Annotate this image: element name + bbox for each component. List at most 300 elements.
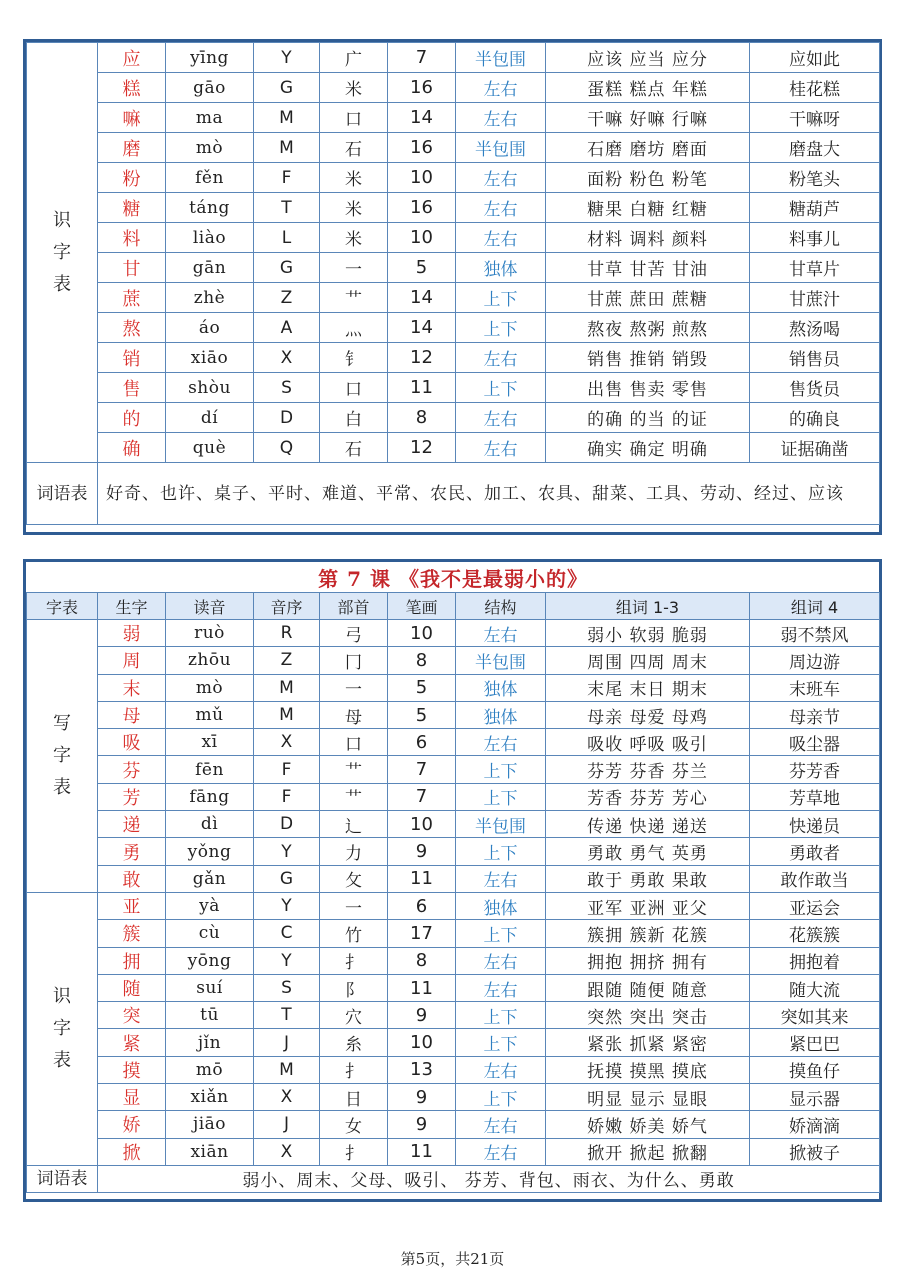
structure-cell: 左右 [456,1138,546,1165]
words-1-3-cell: 抚摸 摸黑 摸底 [546,1056,750,1083]
character-cell: 应 [98,43,166,73]
category-label-text: 写字表 [52,712,71,798]
character-cell: 芳 [98,783,166,810]
character-table-2 [26,562,880,1193]
table-row [27,701,880,728]
radical-cell: 米 [320,223,388,253]
table-row [27,403,880,433]
strokes-cell: 16 [388,73,456,103]
strokes-cell: 7 [388,783,456,810]
words-1-3-cell: 蛋糕 糕点 年糕 [546,73,750,103]
character-cell: 随 [98,974,166,1001]
words-1-3-cell: 确实 确定 明确 [546,433,750,463]
sound-order-cell: Z [254,283,320,313]
character-cell: 确 [98,433,166,463]
pinyin-cell: fěn [166,163,254,193]
words-1-3-cell: 糖果 白糖 红糖 [546,193,750,223]
pinyin-cell: mǔ [166,701,254,728]
character-cell: 敢 [98,865,166,892]
words-1-3-cell: 周围 四周 周末 [546,647,750,674]
radical-cell: 一 [320,674,388,701]
strokes-cell: 11 [388,974,456,1001]
sound-order-cell: D [254,403,320,433]
pinyin-cell: liào [166,223,254,253]
strokes-cell: 10 [388,223,456,253]
radical-cell: 钅 [320,343,388,373]
structure-cell: 半包围 [456,647,546,674]
pinyin-cell: mò [166,133,254,163]
pinyin-cell: ruò [166,620,254,647]
pinyin-cell: yà [166,892,254,919]
structure-cell: 上下 [456,1029,546,1056]
radical-cell: 灬 [320,313,388,343]
table-row [27,838,880,865]
words-1-3-cell: 出售 售卖 零售 [546,373,750,403]
sound-order-cell: Q [254,433,320,463]
structure-cell: 左右 [456,343,546,373]
word-4-cell: 应如此 [750,43,880,73]
character-cell: 娇 [98,1111,166,1138]
words-1-3-cell: 亚军 亚洲 亚父 [546,892,750,919]
radical-cell: 母 [320,701,388,728]
word-4-cell: 甘草片 [750,253,880,283]
structure-cell: 独体 [456,674,546,701]
structure-cell: 左右 [456,193,546,223]
word-4-cell: 紧巴巴 [750,1029,880,1056]
sound-order-cell: M [254,1056,320,1083]
character-cell: 掀 [98,1138,166,1165]
radical-cell: 糸 [320,1029,388,1056]
pinyin-cell: zhè [166,283,254,313]
words-1-3-cell: 娇嫩 娇美 娇气 [546,1111,750,1138]
pinyin-cell: fēn [166,756,254,783]
word-4-cell: 敢作敢当 [750,865,880,892]
word-4-cell: 的确良 [750,403,880,433]
words-1-3-cell: 突然 突出 突击 [546,1002,750,1029]
character-cell: 甘 [98,253,166,283]
structure-cell: 左右 [456,1056,546,1083]
strokes-cell: 7 [388,43,456,73]
character-cell: 售 [98,373,166,403]
strokes-cell: 9 [388,1002,456,1029]
radical-cell: 扌 [320,1056,388,1083]
word-4-cell: 弱不禁风 [750,620,880,647]
lesson-title: 第 7 课 《我不是最弱小的》 [27,562,880,593]
radical-cell: 阝 [320,974,388,1001]
column-header: 结构 [456,593,546,620]
table-row [27,253,880,283]
structure-cell: 左右 [456,103,546,133]
word-4-cell: 摸鱼仔 [750,1056,880,1083]
radical-cell: 广 [320,43,388,73]
words-1-3-cell: 销售 推销 销毁 [546,343,750,373]
radical-cell: 弓 [320,620,388,647]
structure-cell: 左右 [456,974,546,1001]
character-cell: 芬 [98,756,166,783]
word-4-cell: 周边游 [750,647,880,674]
strokes-cell: 16 [388,193,456,223]
strokes-cell: 5 [388,701,456,728]
strokes-cell: 14 [388,103,456,133]
pinyin-cell: xiǎn [166,1084,254,1111]
sound-order-cell: M [254,103,320,133]
words-1-3-cell: 芳香 芬芳 芳心 [546,783,750,810]
radical-cell: 扌 [320,1138,388,1165]
pinyin-cell: zhōu [166,647,254,674]
strokes-cell: 8 [388,947,456,974]
words-1-3-cell: 勇敢 勇气 英勇 [546,838,750,865]
category-label-text: 识字表 [52,209,71,295]
column-header: 组词 4 [750,593,880,620]
pinyin-cell: yōng [166,947,254,974]
structure-cell: 独体 [456,253,546,283]
pinyin-cell: dí [166,403,254,433]
strokes-cell: 10 [388,811,456,838]
pinyin-cell: mō [166,1056,254,1083]
character-cell: 亚 [98,892,166,919]
structure-cell: 上下 [456,313,546,343]
word-4-cell: 母亲节 [750,701,880,728]
words-1-3-cell: 拥抱 拥挤 拥有 [546,947,750,974]
words-1-3-cell: 跟随 随便 随意 [546,974,750,1001]
pinyin-cell: táng [166,193,254,223]
vocab-text: 好奇、也许、桌子、平时、难道、平常、农民、加工、农具、甜菜、工具、劳动、经过、应该 [98,463,880,525]
sound-order-cell: J [254,1111,320,1138]
character-table-1 [26,42,880,525]
table-row [27,433,880,463]
structure-cell: 独体 [456,701,546,728]
words-1-3-cell: 甘草 甘苦 甘油 [546,253,750,283]
strokes-cell: 9 [388,1111,456,1138]
words-1-3-cell: 紧张 抓紧 紧密 [546,1029,750,1056]
radical-cell: 冂 [320,647,388,674]
strokes-cell: 6 [388,729,456,756]
words-1-3-cell: 干嘛 好嘛 行嘛 [546,103,750,133]
sound-order-cell: A [254,313,320,343]
strokes-cell: 5 [388,253,456,283]
words-1-3-cell: 掀开 掀起 掀翻 [546,1138,750,1165]
vocab-text: 弱小、周末、父母、吸引、 芬芳、背包、雨衣、为什么、勇敢 [98,1165,880,1192]
structure-cell: 左右 [456,403,546,433]
table-row [27,647,880,674]
words-1-3-cell: 敢于 勇敢 果敢 [546,865,750,892]
sound-order-cell: X [254,343,320,373]
table-row [27,947,880,974]
sound-order-cell: F [254,756,320,783]
category-label-read [27,43,98,463]
pinyin-cell: cù [166,920,254,947]
structure-cell: 左右 [456,73,546,103]
table-row [27,373,880,403]
words-1-3-cell: 芬芳 芬香 芬兰 [546,756,750,783]
sound-order-cell: T [254,1002,320,1029]
word-4-cell: 磨盘大 [750,133,880,163]
character-cell: 突 [98,1002,166,1029]
table-row [27,892,880,919]
character-cell: 递 [98,811,166,838]
sound-order-cell: Y [254,947,320,974]
word-4-cell: 随大流 [750,974,880,1001]
sound-order-cell: R [254,620,320,647]
structure-cell: 上下 [456,783,546,810]
pinyin-cell: shòu [166,373,254,403]
structure-cell: 上下 [456,920,546,947]
words-1-3-cell: 末尾 末日 期末 [546,674,750,701]
radical-cell: 穴 [320,1002,388,1029]
words-1-3-cell: 明显 显示 显眼 [546,1084,750,1111]
table-row [27,674,880,701]
pinyin-cell: yǒng [166,838,254,865]
table-row [27,756,880,783]
table-row [27,974,880,1001]
category-label-text: 识字表 [52,985,71,1071]
sound-order-cell: Y [254,838,320,865]
table-row [27,133,880,163]
column-header: 字表 [27,593,98,620]
structure-cell: 上下 [456,373,546,403]
sound-order-cell: J [254,1029,320,1056]
word-4-cell: 甘蔗汁 [750,283,880,313]
structure-cell: 左右 [456,620,546,647]
sound-order-cell: G [254,73,320,103]
table-row [27,343,880,373]
words-1-3-cell: 应该 应当 应分 [546,43,750,73]
words-1-3-cell: 熬夜 熬粥 煎熬 [546,313,750,343]
header-row [27,593,880,620]
word-4-cell: 售货员 [750,373,880,403]
table-row [27,1029,880,1056]
character-cell: 糕 [98,73,166,103]
words-1-3-cell: 甘蔗 蔗田 蔗糖 [546,283,750,313]
radical-cell: 竹 [320,920,388,947]
structure-cell: 上下 [456,838,546,865]
vocab-label: 词语表 [27,463,98,525]
word-4-cell: 末班车 [750,674,880,701]
table-row [27,313,880,343]
word-4-cell: 娇滴滴 [750,1111,880,1138]
words-1-3-cell: 的确 的当 的证 [546,403,750,433]
strokes-cell: 8 [388,647,456,674]
table-row [27,1056,880,1083]
table-row [27,1002,880,1029]
column-header: 音序 [254,593,320,620]
lesson-7-table-block [23,559,882,1202]
word-4-cell: 显示器 [750,1084,880,1111]
pinyin-cell: ma [166,103,254,133]
structure-cell: 左右 [456,947,546,974]
sound-order-cell: T [254,193,320,223]
sound-order-cell: F [254,163,320,193]
sound-order-cell: S [254,373,320,403]
lesson-6-table-block [23,39,882,535]
words-1-3-cell: 簇拥 簇新 花簇 [546,920,750,947]
structure-cell: 半包围 [456,133,546,163]
radical-cell: 艹 [320,783,388,810]
pinyin-cell: jǐn [166,1029,254,1056]
structure-cell: 半包围 [456,43,546,73]
column-header: 部首 [320,593,388,620]
character-cell: 吸 [98,729,166,756]
radical-cell: 辶 [320,811,388,838]
pinyin-cell: xiāo [166,343,254,373]
structure-cell: 上下 [456,756,546,783]
structure-cell: 左右 [456,223,546,253]
strokes-cell: 17 [388,920,456,947]
strokes-cell: 11 [388,373,456,403]
word-4-cell: 花簇簇 [750,920,880,947]
radical-cell: 力 [320,838,388,865]
character-cell: 周 [98,647,166,674]
category-label-read [27,892,98,1165]
vocab-row [27,1165,880,1192]
strokes-cell: 13 [388,1056,456,1083]
word-4-cell: 勇敢者 [750,838,880,865]
character-cell: 勇 [98,838,166,865]
sound-order-cell: D [254,811,320,838]
word-4-cell: 桂花糕 [750,73,880,103]
character-cell: 弱 [98,620,166,647]
character-cell: 粉 [98,163,166,193]
pinyin-cell: gān [166,253,254,283]
column-header: 笔画 [388,593,456,620]
character-cell: 末 [98,674,166,701]
word-4-cell: 突如其来 [750,1002,880,1029]
words-1-3-cell: 石磨 磨坊 磨面 [546,133,750,163]
character-cell: 熬 [98,313,166,343]
sound-order-cell: Y [254,892,320,919]
structure-cell: 左右 [456,729,546,756]
character-cell: 磨 [98,133,166,163]
word-4-cell: 糖葫芦 [750,193,880,223]
character-cell: 紧 [98,1029,166,1056]
sound-order-cell: G [254,253,320,283]
structure-cell: 左右 [456,163,546,193]
pinyin-cell: mò [166,674,254,701]
word-4-cell: 熬汤喝 [750,313,880,343]
table-row [27,620,880,647]
sound-order-cell: L [254,223,320,253]
vocab-label: 词语表 [27,1165,98,1192]
radical-cell: 一 [320,253,388,283]
pinyin-cell: jiāo [166,1111,254,1138]
strokes-cell: 7 [388,756,456,783]
strokes-cell: 8 [388,403,456,433]
strokes-cell: 9 [388,1084,456,1111]
sound-order-cell: C [254,920,320,947]
word-4-cell: 吸尘器 [750,729,880,756]
radical-cell: 一 [320,892,388,919]
character-cell: 销 [98,343,166,373]
table-row [27,920,880,947]
strokes-cell: 12 [388,433,456,463]
table-row [27,1084,880,1111]
strokes-cell: 6 [388,892,456,919]
strokes-cell: 11 [388,865,456,892]
radical-cell: 攵 [320,865,388,892]
page-footer: 第5页，共21页 [400,1250,505,1268]
radical-cell: 艹 [320,283,388,313]
character-cell: 蔗 [98,283,166,313]
strokes-cell: 9 [388,838,456,865]
vocab-row [27,463,880,525]
strokes-cell: 14 [388,313,456,343]
words-1-3-cell: 吸收 呼吸 吸引 [546,729,750,756]
structure-cell: 左右 [456,433,546,463]
word-4-cell: 芬芳香 [750,756,880,783]
radical-cell: 口 [320,729,388,756]
pinyin-cell: áo [166,313,254,343]
pinyin-cell: suí [166,974,254,1001]
structure-cell: 左右 [456,1111,546,1138]
sound-order-cell: G [254,865,320,892]
sound-order-cell: S [254,974,320,1001]
character-cell: 的 [98,403,166,433]
table-row [27,193,880,223]
radical-cell: 日 [320,1084,388,1111]
column-header: 组词 1-3 [546,593,750,620]
radical-cell: 米 [320,73,388,103]
pinyin-cell: tū [166,1002,254,1029]
pinyin-cell: gǎn [166,865,254,892]
structure-cell: 上下 [456,1084,546,1111]
sound-order-cell: M [254,133,320,163]
word-4-cell: 干嘛呀 [750,103,880,133]
strokes-cell: 5 [388,674,456,701]
radical-cell: 米 [320,163,388,193]
word-4-cell: 拥抱着 [750,947,880,974]
radical-cell: 口 [320,373,388,403]
radical-cell: 口 [320,103,388,133]
pinyin-cell: dì [166,811,254,838]
sound-order-cell: Y [254,43,320,73]
word-4-cell: 粉笔头 [750,163,880,193]
radical-cell: 女 [320,1111,388,1138]
table-row [27,865,880,892]
pinyin-cell: yīng [166,43,254,73]
word-4-cell: 料事儿 [750,223,880,253]
title-row [27,562,880,593]
radical-cell: 石 [320,433,388,463]
word-4-cell: 芳草地 [750,783,880,810]
pinyin-cell: fāng [166,783,254,810]
character-cell: 糖 [98,193,166,223]
sound-order-cell: X [254,1084,320,1111]
pinyin-cell: xiān [166,1138,254,1165]
character-rows-1 [27,43,880,525]
strokes-cell: 12 [388,343,456,373]
table-row [27,729,880,756]
table-row [27,783,880,810]
sound-order-cell: M [254,674,320,701]
radical-cell: 艹 [320,756,388,783]
sound-order-cell: Z [254,647,320,674]
table-row [27,1111,880,1138]
sound-order-cell: X [254,1138,320,1165]
structure-cell: 独体 [456,892,546,919]
radical-cell: 米 [320,193,388,223]
structure-cell: 左右 [456,865,546,892]
table-row [27,811,880,838]
structure-cell: 上下 [456,283,546,313]
table-row [27,163,880,193]
table-row [27,283,880,313]
character-cell: 料 [98,223,166,253]
words-1-3-cell: 面粉 粉色 粉笔 [546,163,750,193]
word-4-cell: 掀被子 [750,1138,880,1165]
word-4-cell: 证据确凿 [750,433,880,463]
category-label-write [27,620,98,893]
structure-cell: 上下 [456,1002,546,1029]
